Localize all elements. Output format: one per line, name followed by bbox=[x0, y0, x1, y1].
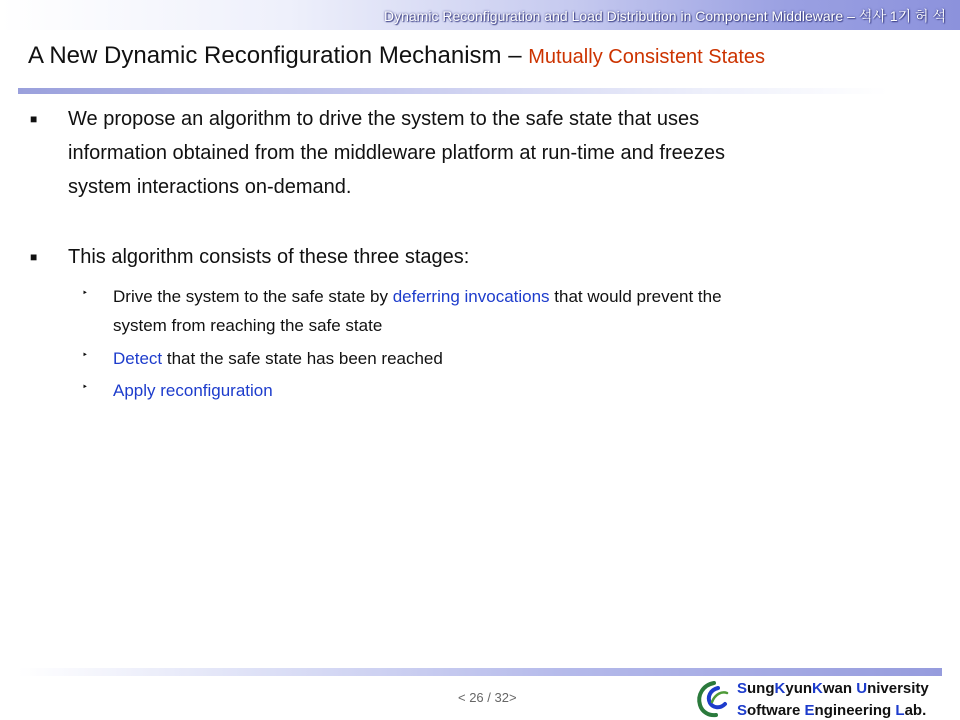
cap-letter: S bbox=[737, 702, 748, 719]
cap-letter: K bbox=[774, 680, 786, 697]
bullet-1-line-3: system interactions on-demand. bbox=[68, 176, 352, 198]
cap-letter: U bbox=[856, 680, 868, 697]
slide-title bbox=[28, 42, 765, 70]
header-text bbox=[384, 6, 946, 26]
university-name bbox=[737, 680, 929, 697]
header-main: Dynamic Reconfiguration and Load Distribution in Component Middleware bbox=[383, 8, 844, 24]
lab-name bbox=[737, 702, 926, 719]
word-part: wan bbox=[822, 680, 857, 697]
cap-letter: K bbox=[812, 680, 823, 697]
cap-letter: E bbox=[804, 702, 815, 719]
sub-item-1-line-1 bbox=[113, 282, 903, 311]
bullet-marker: ■ bbox=[30, 112, 38, 126]
bullet-2-text: This algorithm consists of these three stages: bbox=[68, 246, 470, 268]
sub-item-1-post: that would prevent the bbox=[549, 287, 722, 306]
footer-divider bbox=[18, 668, 942, 676]
sub-item-2-post: that the safe state has been reached bbox=[162, 349, 443, 368]
word-part: oftware bbox=[747, 702, 805, 719]
title-divider bbox=[18, 88, 888, 94]
sub-item-1-pre: Drive the system to the safe state by bbox=[113, 287, 393, 306]
bullet-1-line-1: We propose an algorithm to drive the system to the safe state that uses bbox=[68, 108, 700, 130]
sub-item-3-highlight: Apply reconfiguration bbox=[113, 381, 273, 400]
sub-bullet-marker: ‣ bbox=[82, 382, 88, 393]
bullet-marker: ■ bbox=[30, 250, 38, 264]
bullet-1-line-2: information obtained from the middleware platform at run-time and freezes bbox=[68, 142, 725, 164]
cap-letter: L bbox=[895, 702, 905, 719]
sub-bullet-marker: ‣ bbox=[82, 350, 88, 361]
word-part: yun bbox=[785, 680, 813, 697]
cap-letter: S bbox=[737, 680, 748, 697]
word-part: ung bbox=[747, 680, 775, 697]
word-part: ngineering bbox=[814, 702, 896, 719]
university-logo-icon bbox=[694, 680, 730, 718]
sub-item-1-highlight: deferring invocations bbox=[392, 287, 550, 306]
sub-item-3-text bbox=[113, 376, 903, 405]
sub-bullet-marker: ‣ bbox=[82, 288, 88, 299]
sub-item-2-text bbox=[113, 344, 903, 373]
sub-item-1-text bbox=[113, 282, 903, 340]
sub-item-1-line-2: system from reaching the safe state bbox=[113, 316, 383, 335]
word-part: niversity bbox=[867, 680, 929, 697]
header-author: 석사 1기 허 석 bbox=[858, 8, 946, 24]
sub-item-2-highlight: Detect bbox=[113, 349, 163, 368]
bullet-1-text bbox=[68, 102, 888, 204]
title-subtitle: Mutually Consistent States bbox=[528, 46, 765, 68]
title-main: A New Dynamic Reconfiguration Mechanism – bbox=[28, 42, 522, 69]
header-separator: – bbox=[847, 8, 855, 24]
page-number: < 26 / 32> bbox=[458, 690, 517, 705]
word-part: ab. bbox=[904, 702, 927, 719]
